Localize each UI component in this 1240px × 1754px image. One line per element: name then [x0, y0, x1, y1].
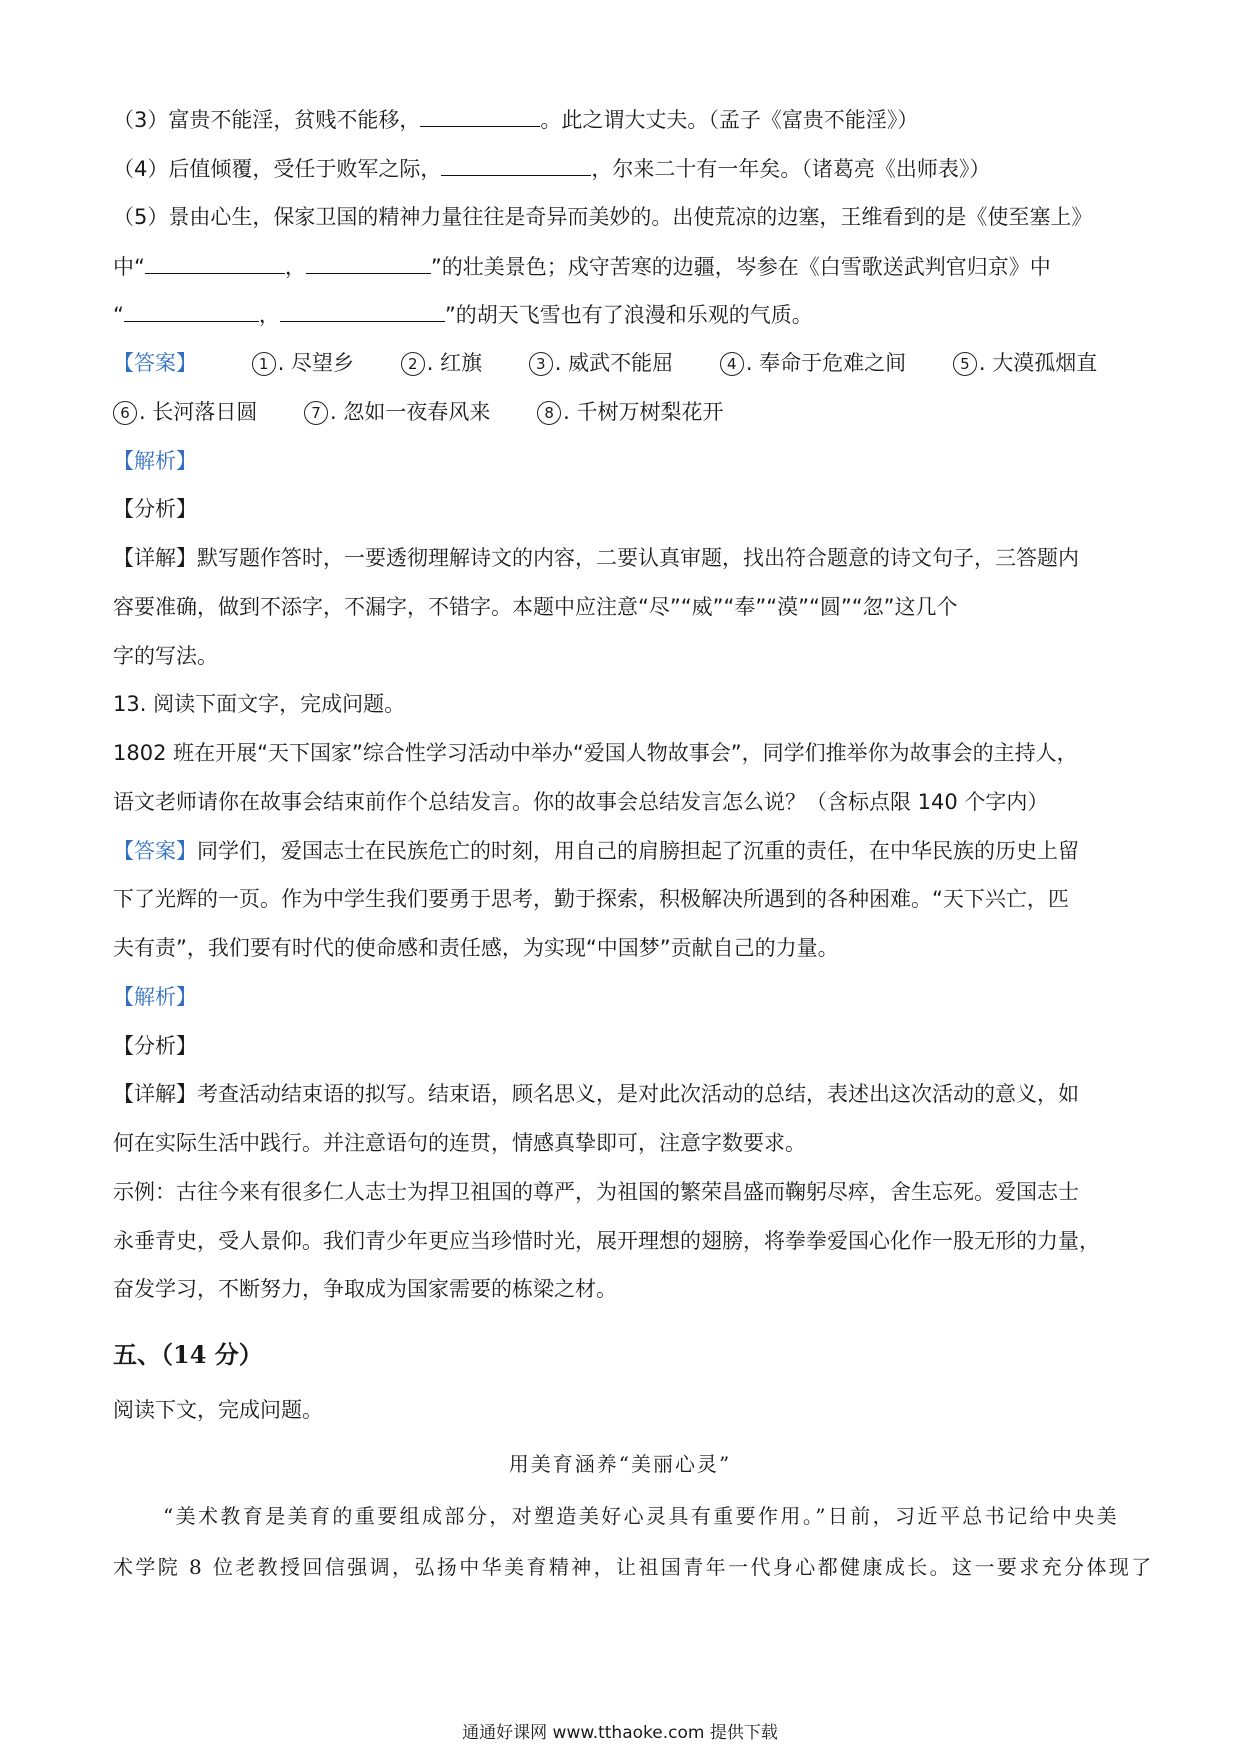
answer-tag: 【答案】 [113, 351, 197, 375]
answer-tag: 【答案】 [113, 839, 197, 863]
answer12-row-1 [113, 348, 1133, 378]
q5-l2-a: 中“ [113, 255, 145, 279]
q13-answer-1 [113, 836, 1133, 866]
q13-title: 13. 阅读下面文字，完成问题。 [113, 692, 406, 716]
answer-option-text: . 尽望乡 [277, 351, 355, 375]
fenxi-tag-12: 【分析】 [113, 497, 197, 521]
answer-option [953, 348, 1097, 378]
q5-blank-4 [280, 299, 445, 322]
q5-l3-c: ”的胡天飞雪也有了浪漫和乐观的气质。 [444, 303, 813, 327]
section-five-title: 五、（14 分） [113, 1340, 263, 1369]
q4-blank [441, 153, 591, 176]
passage-line-1: “美术教育是美育的重要组成部分，对塑造美好心灵具有重要作用。”日前，习近平总书记给中央美 [163, 1504, 1120, 1528]
answer-option [113, 397, 257, 427]
answer-option [401, 348, 482, 378]
passage-line-2: 术学院 8 位老教授回信强调，弘扬中华美育精神，让祖国青年一代身心都健康成长。这一要求充分体现了 [113, 1555, 1154, 1579]
answer12-row-2 [113, 397, 1133, 427]
q4-text-a: （4）后值倾覆，受任于败军之际， [113, 157, 442, 181]
answer-option-text: . 奉命于危难之间 [745, 351, 907, 375]
q5-l3-b: ， [258, 303, 280, 327]
detail12-line-3: 字的写法。 [113, 644, 218, 668]
detail13-line-1 [113, 1079, 1133, 1109]
answer-option-text: . 红旗 [426, 351, 483, 375]
answer-option-text: . 千树万树梨花开 [563, 400, 724, 424]
q5-line-2 [113, 251, 1133, 282]
detail13-line-3: 示例：古往今来有很多仁人志士为捍卫祖国的尊严，为祖国的繁荣昌盛而鞠躬尽瘁，舍生忘死。爱国志士 [113, 1180, 1079, 1204]
circled-number: 8 [537, 401, 561, 425]
q5-l3-a: “ [113, 303, 124, 327]
q13-answer-3: 夫有责”，我们要有时代的使命感和责任感，为实现“中国梦”贡献自己的力量。 [113, 936, 839, 960]
jiexi-tag-12: 【解析】 [113, 449, 197, 473]
q5-blank-3 [124, 299, 259, 322]
page-footer: 通通好课网 www.tthaoke.com 提供下载 [462, 1723, 778, 1743]
q5-blank-1 [145, 251, 285, 274]
answer-option [252, 348, 354, 378]
answer-option-text: . 威武不能屈 [554, 351, 674, 375]
answer-option [304, 397, 490, 427]
circled-number: 4 [720, 352, 744, 376]
answer-option-text: . 忽如一夜春风来 [330, 400, 491, 424]
answer-option [720, 348, 906, 378]
q4-text-b: ，尔来二十有一年矣。（诸葛亮《出师表》） [591, 157, 991, 181]
section-five-instruction: 阅读下文，完成问题。 [113, 1398, 323, 1422]
q4-line [113, 153, 1133, 184]
circled-number: 6 [113, 401, 137, 425]
q13-body-1: 1802 班在开展“天下国家”综合性学习活动中举办“爱国人物故事会”，同学们推举你为故事会的主持人， [113, 741, 1078, 765]
q13-answer-text: 同学们，爱国志士在民族危亡的时刻，用自己的肩膀担起了沉重的责任，在中华民族的历史上留 [197, 839, 1079, 863]
fenxi-tag-13: 【分析】 [113, 1034, 197, 1058]
answer-option [529, 348, 673, 378]
q3-blank [420, 104, 540, 127]
detail13-line-4: 永垂青史，受人景仰。我们青少年更应当珍惜时光，展开理想的翅膀，将拳拳爱国心化作一股无形的力量， [113, 1229, 1100, 1253]
answer-option-text: . 大漠孤烟直 [978, 351, 1098, 375]
answer-option-text: . 长河落日圆 [139, 400, 258, 424]
q5-line-3 [113, 299, 1133, 330]
detail12-line-1 [113, 543, 1133, 573]
xiangjie-tag-12: 【详解】 [113, 546, 197, 570]
circled-number: 2 [401, 352, 425, 376]
q13-body-2: 语文老师请你在故事会结束前作个总结发言。你的故事会总结发言怎么说？（含标点限 140 个字内） [113, 790, 1049, 814]
detail13-line-2: 何在实际生活中践行。并注意语句的连贯，情感真挚即可，注意字数要求。 [113, 1131, 806, 1155]
q5-blank-2 [306, 251, 431, 274]
circled-number: 3 [529, 352, 553, 376]
passage-title: 用美育涵养“美丽心灵” [508, 1452, 732, 1476]
q5-l2-c: ”的壮美景色；戍守苦寒的边疆，岑参在《白雪歌送武判官归京》中 [430, 255, 1051, 279]
q5-line-1: （5）景由心生，保家卫国的精神力量往往是奇异而美妙的。出使荒凉的边塞，王维看到的是《使至塞上》 [113, 205, 1093, 229]
detail13-line-5: 奋发学习，不断努力，争取成为国家需要的栋梁之材。 [113, 1277, 617, 1301]
circled-number: 5 [953, 352, 977, 376]
detail12-line-2: 容要准确，做到不添字，不漏字，不错字。本题中应注意“尽”“威”“奉”“漠”“圆”“忽”这几个 [113, 595, 958, 619]
circled-number: 7 [304, 401, 328, 425]
circled-number: 1 [252, 352, 276, 376]
detail12-text: 默写题作答时，一要透彻理解诗文的内容，二要认真审题，找出符合题意的诗文句子，三答题内 [197, 546, 1079, 570]
q13-answer-2: 下了光辉的一页。作为中学生我们要勇于思考，勤于探索，积极解决所遇到的各种困难。“天下兴亡，匹 [113, 887, 1069, 911]
xiangjie-tag-13: 【详解】 [113, 1082, 197, 1106]
q3-text-b: 。此之谓大丈夫。（孟子《富贵不能淫》） [540, 108, 919, 132]
jiexi-tag-13: 【解析】 [113, 985, 197, 1009]
q3-line [113, 104, 1133, 135]
q5-l2-b: ， [284, 255, 306, 279]
q3-text-a: （3）富贵不能淫，贫贱不能移， [113, 108, 421, 132]
detail13-text: 考查活动结束语的拟写。结束语，顾名思义，是对此次活动的总结，表述出这次活动的意义，如 [197, 1082, 1079, 1106]
answer-option [537, 397, 723, 427]
